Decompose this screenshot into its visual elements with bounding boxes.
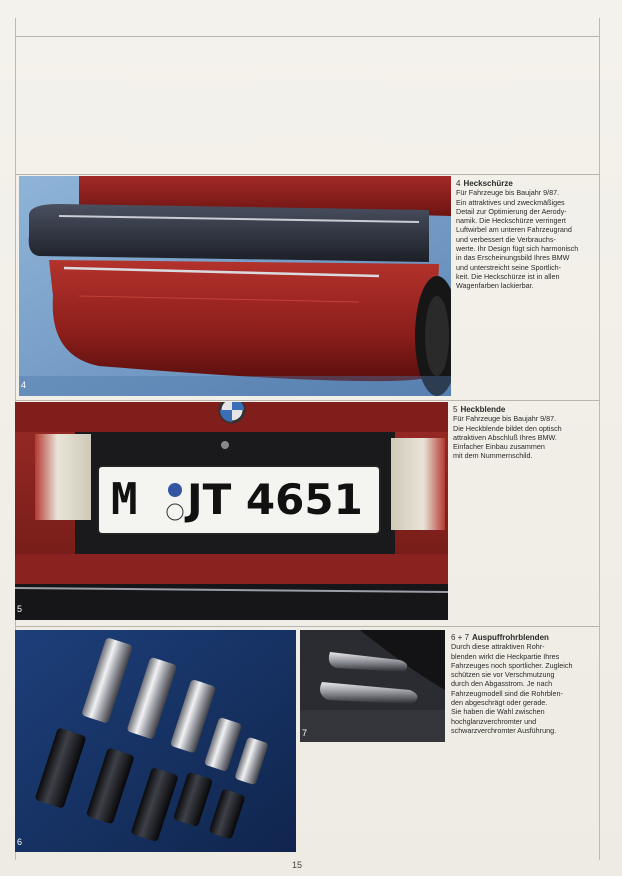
section-6-line: Durch diese attraktiven Rohr- — [451, 642, 545, 652]
section-6-line: Sie haben die Wahl zwischen — [451, 707, 545, 717]
section-6-line: Fahrzeugmodell sind die Rohrblen- — [451, 688, 563, 698]
section-5-line: Die Heckblende bildet den optisch — [453, 423, 562, 433]
rule-section-4 — [15, 174, 599, 175]
section-5-number: 5 — [453, 405, 458, 414]
section-4-line: Luftwirbel am unteren Fahrzeugrand — [456, 225, 572, 235]
section-5-line: mit dem Nummernschild. — [453, 451, 533, 461]
section-5-line: Einfacher Einbau zusammen — [453, 442, 545, 452]
section-5-line: Für Fahrzeuge bis Baujahr 9/87. — [453, 414, 557, 424]
section-5-heading: Heckblende — [460, 405, 506, 414]
photo-exhaust-installed — [300, 630, 445, 742]
figure-number-7: 7 — [302, 728, 308, 738]
photo-rear-panel — [15, 402, 448, 620]
figure-number-5: 5 — [17, 604, 23, 614]
section-6-line: schwarzverchromter Ausführung. — [451, 725, 557, 735]
section-4-line: und verbessert die Verbrauchs- — [456, 234, 556, 244]
section-6-line: schützen sie vor Verschmutzung — [451, 670, 555, 680]
section-6-line: blenden wirkt die Heckpartie Ihres — [451, 651, 560, 661]
section-4-line: Wagenfarben lackierbar. — [456, 281, 534, 291]
section-6-line: Fahrzeuges noch sportlicher. Zugleich — [451, 660, 573, 670]
rule-section-5 — [15, 400, 599, 401]
rule-section-6 — [15, 626, 599, 627]
section-4-text — [456, 179, 596, 291]
section-4-line: in das Erscheinungsbild Ihres BMW — [456, 253, 570, 263]
section-4-number: 4 — [456, 179, 461, 188]
section-4-line: Detail zur Optimierung der Aerody- — [456, 206, 567, 216]
section-6-line: den abgeschrägt oder gerade. — [451, 698, 548, 708]
section-5-line: attraktiven Abschluß Ihres BMW. — [453, 432, 557, 442]
section-4-line: keit. Die Heckschürze ist in allen — [456, 271, 560, 281]
plate-letters-right: JT 4651 — [187, 475, 363, 524]
section-6-text — [451, 633, 596, 735]
section-6-line: hochglanzverchromter und — [451, 716, 537, 726]
photo-exhaust-tips — [15, 630, 296, 852]
plate-letter-left: M — [111, 474, 139, 525]
section-6-line: durch den Abgasstrom. Je nach — [451, 679, 553, 689]
section-6-number: 6 + 7 — [451, 633, 470, 642]
photo-rear-apron — [19, 176, 451, 396]
section-4-line: Für Fahrzeuge bis Baujahr 9/87. — [456, 188, 560, 198]
section-4-line: und unterstreicht seine Sportlich- — [456, 262, 562, 272]
page-number: 15 — [292, 860, 303, 870]
section-6-heading: Auspuffrohrblenden — [472, 633, 549, 642]
figure-number-6: 6 — [17, 837, 23, 847]
section-5-text — [453, 405, 593, 461]
section-4-line: Ein attraktives und zweckmäßiges — [456, 197, 565, 207]
figure-number-4: 4 — [21, 380, 27, 390]
top-rule — [15, 36, 599, 37]
section-4-line: namik. Die Heckschürze verringert — [456, 216, 566, 226]
section-4-heading: Heckschürze — [463, 179, 513, 188]
section-4-line: werte. Ihr Design fügt sich harmonisch — [456, 244, 579, 254]
